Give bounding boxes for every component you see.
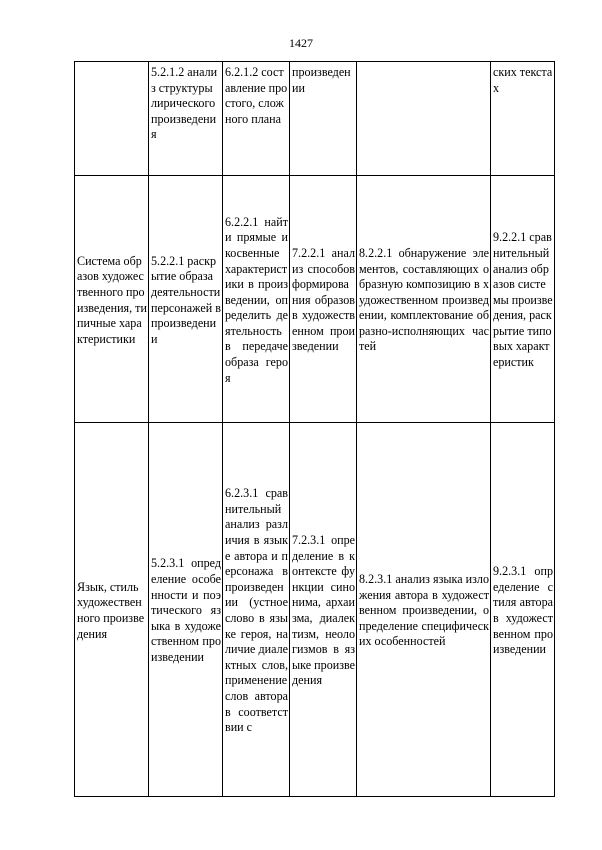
grade7-cell: 7.2.2.1 анализ способов формирования образов в художественном произведении bbox=[290, 176, 357, 423]
grade6-cell: 6.2.3.1 сравнительный анализ различия в языке автора и персонажа в произведении (устное слово в языке героя, наличие диалектных слов, применение слов автора в соответствии с bbox=[223, 423, 290, 797]
table-row bbox=[75, 176, 555, 423]
grade9-cell: 9.2.2.1 сравнительный анализ образов системы произведения, раскрытие типовых характеристик bbox=[491, 176, 555, 423]
topic-cell bbox=[75, 62, 149, 176]
topic-cell: Система образов художественного произведения, типичные характеристики bbox=[75, 176, 149, 423]
grade8-cell bbox=[357, 62, 491, 176]
curriculum-table bbox=[74, 61, 555, 797]
table-row bbox=[75, 62, 555, 176]
grade6-cell: 6.2.1.2 составление простого, сложного плана bbox=[223, 62, 290, 176]
grade5-cell: 5.2.3.1 определение особенности и поэтического языка в художественном произведении bbox=[149, 423, 223, 797]
topic-cell: Язык, стиль художественного произведения bbox=[75, 423, 149, 797]
grade5-cell: 5.2.2.1 раскрытие образа деятельности персонажей в произведении bbox=[149, 176, 223, 423]
grade9-cell: 9.2.3.1 определение стиля автора в художественном произведении bbox=[491, 423, 555, 797]
table-row bbox=[75, 423, 555, 797]
grade8-cell: 8.2.3.1 анализ языка изложения автора в художественном произведении, определение специфических особенностей bbox=[357, 423, 491, 797]
grade5-cell: 5.2.1.2 анализ структуры лирического произведения bbox=[149, 62, 223, 176]
grade9-cell: ских текстах bbox=[491, 62, 555, 176]
grade7-cell: произведении bbox=[290, 62, 357, 176]
grade6-cell: 6.2.2.1 найти прямые и косвенные характеристики в произведении, определить деятельность в передаче образа героя bbox=[223, 176, 290, 423]
grade8-cell: 8.2.2.1 обнаружение элементов, составляющих образную композицию в художественном произведении, комплектование образно-исполняющих частей bbox=[357, 176, 491, 423]
page-number: 1427 bbox=[289, 36, 313, 50]
grade7-cell: 7.2.3.1 определение в контексте функции синонима, архаизма, диалектизм, неологизмов в языке произведения bbox=[290, 423, 357, 797]
